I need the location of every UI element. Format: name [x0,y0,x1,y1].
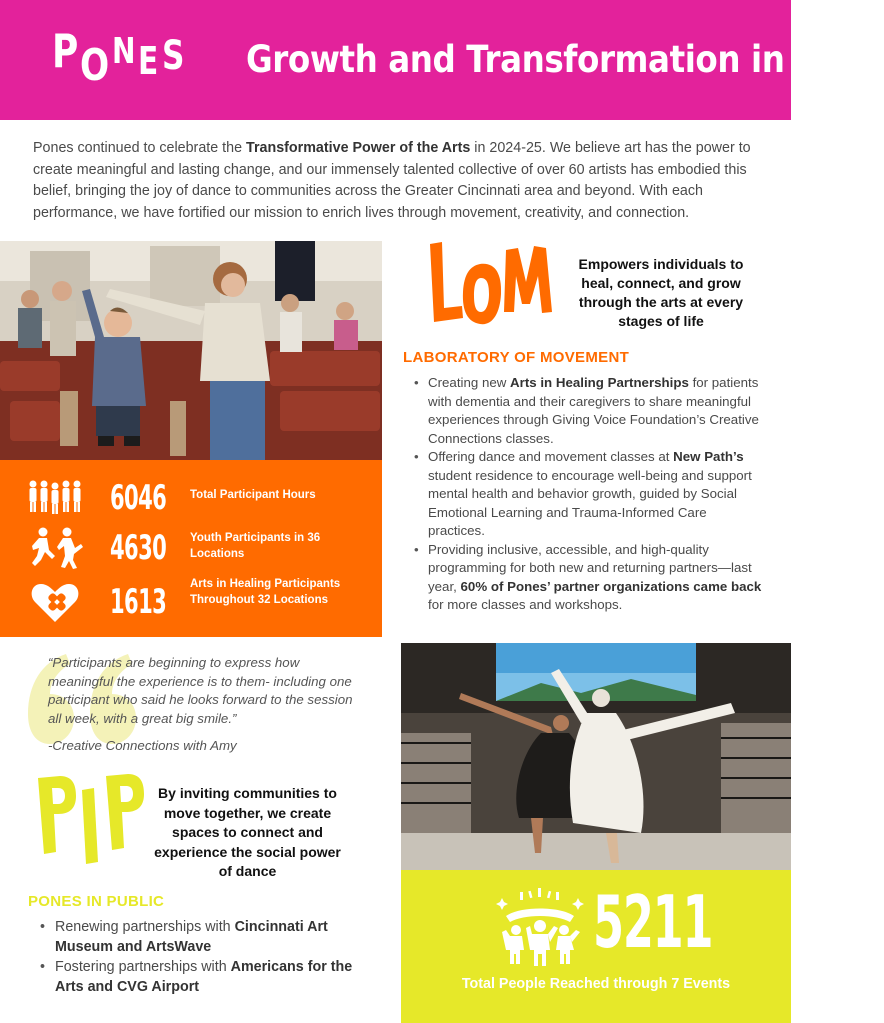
dance-performance-photo [401,643,791,870]
intro-paragraph [33,138,758,224]
healing-heart-icon [27,580,87,626]
testimonial-quote: “Participants are beginning to express how meaningful the experience is to them- including one participant who said he looks forward to the session all week, with a great big smile.” [48,655,353,726]
page-title: Growth and Transformation in 2025 [246,38,884,81]
quote-attribution: -Creative Connections with Amy [48,738,237,753]
performance-illustration [401,643,791,870]
logo-letter: O [80,40,110,91]
dance-class-photo [0,241,382,461]
stat-number: 4630 [110,528,167,568]
total-reached-number: 5211 [593,880,713,964]
lom-heading: LABORATORY OF MOVEMENT [403,349,630,366]
item-text: Creating new [428,375,511,390]
stat-label: Arts in Healing Participants Throughout 32 Locations [190,578,341,606]
lom-list [412,374,762,615]
lom-logo [428,242,558,332]
group-people-icon [27,476,87,522]
total-reached-label: Total People Reached through 7 Events [461,976,731,992]
item-text: Offering dance and movement classes at [428,449,674,464]
item-emphasis: New Path’s [673,449,744,464]
logo-letter: E [138,39,159,83]
item-text: Renewing partnerships with [55,919,235,935]
item-emphasis: Arts in Healing Partnerships [510,375,689,390]
item-emphasis: 60% of Pones’ partner organizations came back [460,578,762,594]
intro-lead: Pones continued to celebrate the [33,140,247,156]
item-emphasis: Cincinnati Art Museum and ArtsWave [55,919,328,955]
stat-row [0,476,382,526]
item-text: for patients with dementia and their caregivers to share meaningful experiences through Giving Voice Foundation’s Creative Connections classes. [428,375,759,446]
list-item [412,541,762,615]
stats-panel [0,460,382,637]
page-header [0,0,884,120]
item-emphasis: Americans for the Arts and CVG Airport [55,959,353,995]
intro-emphasis: Transformative Power of the Arts [246,140,471,156]
list-item [38,957,368,997]
item-text: for more classes and workshops. [428,597,623,612]
stat-number: 1613 [110,582,167,622]
intro-rest: in 2024-25. We believe art has the power to create meaningful and lasting change, and our immensely talented collective of over 60 artists has embodied this belief, bringing the joy of dance to communities across the Greater Cincinnati area and beyond. With each performance, we have fortified our mission to enrich lives through movement, creativity, and connection. [33,140,751,221]
logo-letter: N [112,31,136,72]
pones-logo [50,24,192,96]
logo-letter: P [52,24,79,78]
running-youth-icon [27,526,87,572]
stat-label: Total Participant Hours [190,489,316,501]
celebrating-people-icon [496,888,584,966]
list-item [412,448,762,541]
item-text: Providing inclusive, accessible, and high-quality programming for both new and returning partners—last year, [428,541,752,594]
stat-label: Youth Participants in 36 Locations [190,532,321,560]
list-item [412,374,762,448]
stat-number: 6046 [110,478,167,518]
list-item [38,917,368,957]
pip-tagline: By inviting communities to move together, we create spaces to connect and experience the social power of dance [154,785,341,879]
item-text: Fostering partnerships with [55,959,231,975]
pip-heading: PONES IN PUBLIC [28,893,165,910]
reach-panel [401,870,791,1023]
dance-class-illustration [0,241,382,461]
item-text: student residence to encourage well-being and support mental health and behavior growth, guided by Social Emotional Learning and Trauma-Informed Care practices. [428,467,752,538]
logo-letter: S [162,33,185,79]
stat-row [0,580,382,630]
lom-tagline: Empowers individuals to heal, connect, and grow through the arts at every stages of life [578,256,744,329]
pip-logo [36,770,146,865]
stat-row [0,526,382,576]
pip-list [38,917,368,997]
